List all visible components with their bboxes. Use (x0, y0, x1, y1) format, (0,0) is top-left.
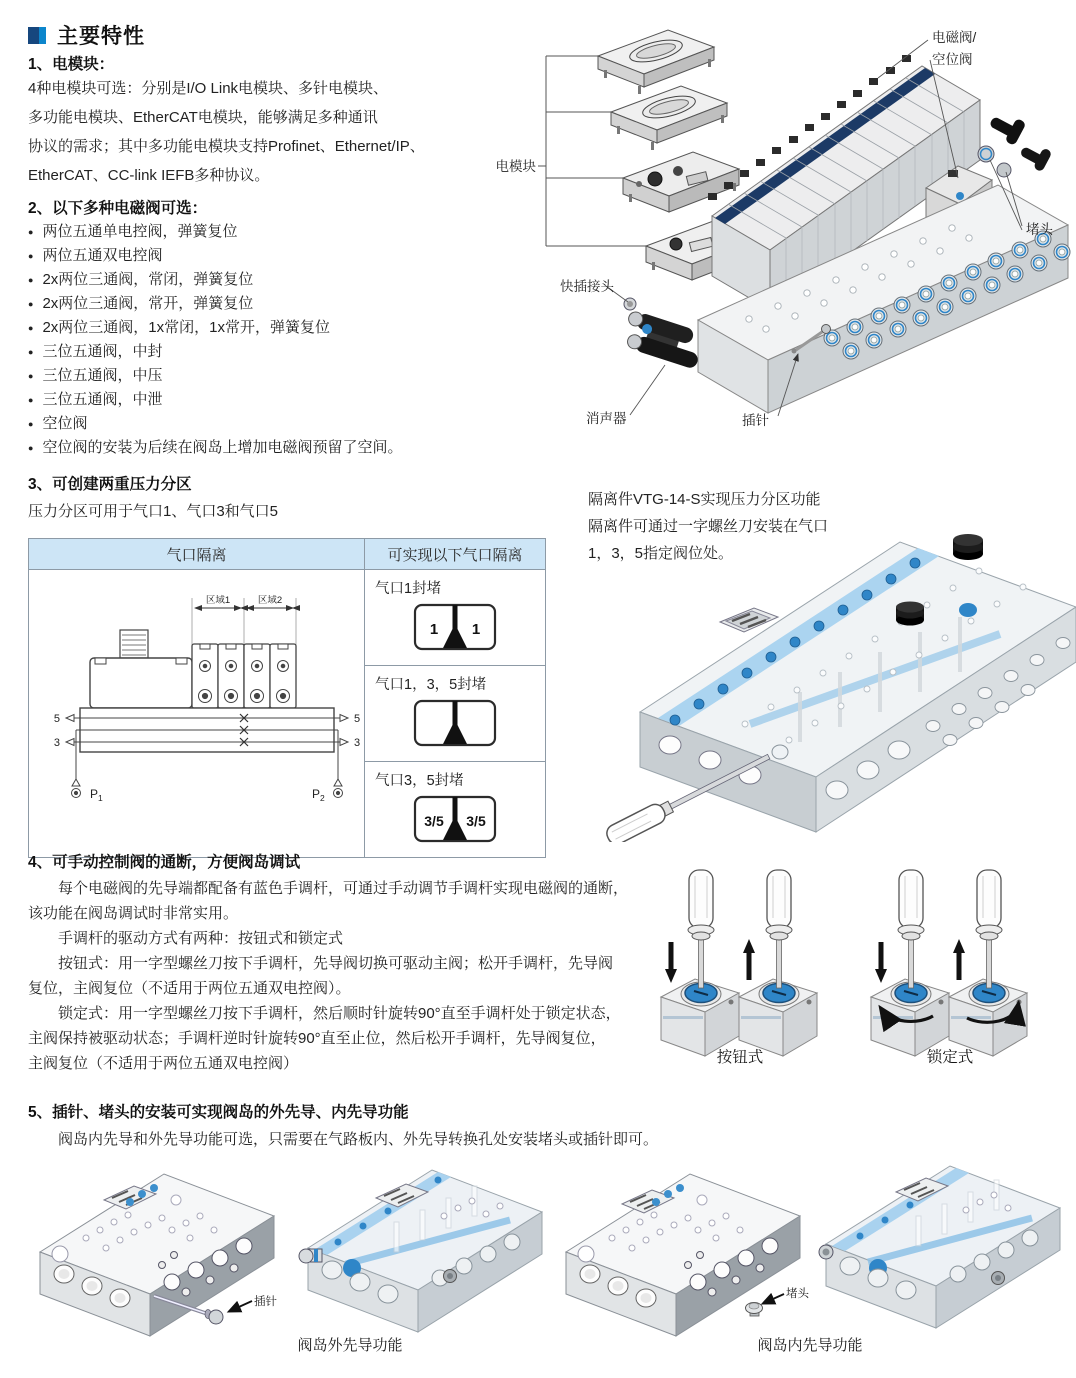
table-row-cell (365, 762, 546, 858)
section4-heading: 4、可手动控制阀的通断，方便阀岛调试 (28, 854, 301, 871)
bullet-text: ● 两位五通单电控阀，弹簧复位 (42, 223, 238, 240)
down-arrow-icon (665, 969, 677, 983)
text-line: 1，3，5指定阀位处。 (588, 545, 734, 562)
section2-bullets (28, 220, 402, 460)
quick-fitting-label: 快插接头 (560, 279, 614, 294)
plug-pointer-arrow (764, 1294, 784, 1303)
text-line: 多功能电模块、EtherCAT电模块，能够满足多种通讯 (28, 109, 378, 126)
section3-heading: 3、可创建两重压力分区 (28, 476, 192, 493)
svg-text:3/5: 3/5 (466, 813, 486, 829)
pin-label: 插针 (254, 1296, 277, 1308)
row-label: 气口1封堵 (375, 581, 442, 597)
io-link-module (598, 30, 714, 94)
row-label: 气口3，5封堵 (375, 773, 464, 789)
port-isolation-symbol (407, 792, 503, 846)
bullet-text: ● 三位五通阀，中封 (42, 343, 163, 360)
valve-symbols (192, 644, 296, 708)
internal-pilot-caption: 阀岛内先导功能 (757, 1337, 863, 1354)
page-title: 主要特性 (57, 25, 145, 48)
side-plug-fitting (819, 1245, 833, 1259)
bullet-text: ● 2x两位三通阀，常闭，弹簧复位 (42, 271, 254, 288)
doc-header (28, 20, 145, 50)
up-arrow-icon (953, 939, 965, 953)
port3-right: 3 (353, 737, 360, 749)
internal-pilot-block-solid (552, 1160, 814, 1338)
p1-label: $P_1$ (89, 787, 103, 803)
lock-mode-release (949, 870, 1027, 1056)
plug-part (997, 163, 1011, 177)
lock-mode-caption: 锁定式 (926, 1049, 974, 1066)
external-pilot-caption: 阀岛外先导功能 (297, 1337, 403, 1354)
external-pilot-block-cutaway (294, 1156, 556, 1334)
pilot-plug (746, 1303, 763, 1317)
list-item (28, 268, 402, 292)
exploded-view-illustration (480, 20, 1076, 460)
list-item (28, 244, 402, 268)
section1-heading: 1、电模块： (28, 56, 115, 73)
down-arrow-icon (875, 969, 887, 983)
muffler-assembly (620, 298, 707, 370)
manual-override-illustration (656, 866, 1056, 1066)
text-line: 按钮式：用一字型螺丝刀按下手调杆，先导阀切换可驱动主阀；松开手调杆，先导阀 (58, 955, 614, 972)
row-label: 气口1，3，5封堵 (375, 677, 487, 693)
list-item (28, 364, 402, 388)
external-pilot-fitting (299, 1249, 322, 1263)
table-header-right: 可实现以下气口隔离 (365, 539, 546, 570)
section5-heading: 5、插针、堵头的安装可实现阀岛的外先导、内先导功能 (28, 1104, 409, 1121)
isolator-part (953, 534, 983, 560)
bullet-text: ● 两位五通双电控阀 (42, 247, 163, 264)
pin-pointer-arrow (230, 1301, 252, 1311)
section4-body (28, 876, 688, 1076)
plug-label: 堵头 (1026, 222, 1053, 237)
svg-text:1: 1 (471, 621, 481, 638)
button-mode-caption: 按钮式 (716, 1049, 764, 1066)
text-line: 主阀复位（不适用于两位五通双电控阀） (28, 1055, 299, 1072)
svg-text:1: 1 (429, 621, 439, 638)
port3-left: 3 (53, 737, 60, 749)
electric-module-bracket (538, 56, 646, 246)
up-arrow-icon (743, 939, 755, 953)
bullet-text: ● 空位阀 (42, 415, 88, 432)
text-line: 4种电模块可选：分别是I/O Link电模块、多针电模块、 (28, 80, 389, 97)
isolator-install-illustration (600, 512, 1076, 842)
section2-heading: 2、以下多种电磁阀可选： (28, 200, 208, 217)
list-item (28, 388, 402, 412)
text-line: 每个电磁阀的先导端都配备有蓝色手调杆，可通过手动调节手调杆实现电磁阀的通断， (58, 880, 629, 897)
p2-label: $P_2$ (311, 787, 325, 803)
pressure-zone-table (28, 538, 546, 858)
bullet-text: ● 三位五通阀，中泄 (42, 391, 163, 408)
list-item (28, 316, 402, 340)
lock-mode-press (871, 870, 949, 1056)
blank-valve-label: 空位阀 (932, 52, 973, 67)
internal-pilot-block-cutaway (812, 1152, 1074, 1330)
pin-label: 插针 (742, 413, 769, 428)
module-symbol (90, 630, 192, 708)
multifunction-module (623, 152, 739, 212)
pressure-zone-schematic (32, 574, 362, 824)
text-line: 手调杆的驱动方式有两种：按钮式和锁定式 (58, 930, 344, 947)
electric-module-label: 电模块 (495, 159, 536, 174)
multipin-module (611, 86, 727, 150)
port-isolation-symbol (407, 600, 503, 654)
text-line: 隔离件可通过一字螺丝刀安装在气口 (588, 518, 829, 535)
section1-body (28, 74, 425, 190)
section5-subtext: 阀岛内先导和外先导功能可选，只需要在气路板内、外先导转换孔处安装堵头或插针即可。 (58, 1131, 659, 1148)
svg-text:3/5: 3/5 (424, 813, 444, 829)
port-isolation-symbol (407, 696, 503, 750)
bullet-text: ● 空位阀的安装为后续在阀岛上增加电磁阀预留了空间。 (42, 439, 403, 456)
text-line: 协议的需求；其中多功能电模块支持Profinet、Ethernet/IP、 (28, 138, 425, 155)
list-item (28, 436, 402, 460)
text-line: 主阀保持被驱动状态；手调杆逆时针旋转90°直至止位，然后松开手调杆，先导阀复位， (28, 1030, 606, 1047)
table-row-cell (365, 570, 546, 666)
zone1-label: 区域1 (205, 595, 230, 606)
text-line: 隔离件VTG-14-S实现压力分区功能 (588, 491, 821, 508)
elbow-fittings (978, 108, 1052, 177)
list-item (28, 340, 402, 364)
port5-left: 5 (53, 713, 60, 725)
zone2-label: 区域2 (257, 595, 282, 606)
text-line: EtherCAT、CC-link IEFB多种协议。 (28, 167, 270, 184)
muffler-label: 消声器 (586, 411, 627, 426)
text-line: 复位，主阀复位（不适用于两位五通双电控阀）。 (28, 980, 351, 997)
table-row-cell (365, 666, 546, 762)
text-line: 锁定式：用一字型螺丝刀按下手调杆，然后顺时针旋转90°直至手调杆处于锁定状态， (58, 1005, 621, 1022)
list-item (28, 412, 402, 436)
table-header-left: 气口隔离 (29, 539, 365, 570)
two-tone-accent-icon (28, 27, 46, 44)
section3-subtext: 压力分区可用于气口1、气口3和气口5 (28, 503, 279, 520)
text-line: 该功能在阀岛调试时非常实用。 (28, 905, 239, 922)
list-item (28, 220, 402, 244)
bullet-text: ● 2x两位三通阀，常开，弹簧复位 (42, 295, 254, 312)
bullet-text: ● 2x两位三通阀，1x常闭，1x常开，弹簧复位 (42, 319, 330, 336)
bullet-text: ● 三位五通阀，中压 (42, 367, 163, 384)
external-pilot-block-solid (26, 1160, 288, 1338)
solenoid-valve-label: 电磁阀/ (932, 30, 977, 45)
button-mode-press (661, 870, 739, 1056)
isolator-part (896, 602, 924, 626)
list-item (28, 292, 402, 316)
port5-right: 5 (353, 713, 360, 725)
blue-port (959, 603, 977, 617)
schematic-cell (29, 570, 365, 858)
plug-label: 堵头 (786, 1288, 809, 1300)
button-mode-release (739, 870, 817, 1056)
